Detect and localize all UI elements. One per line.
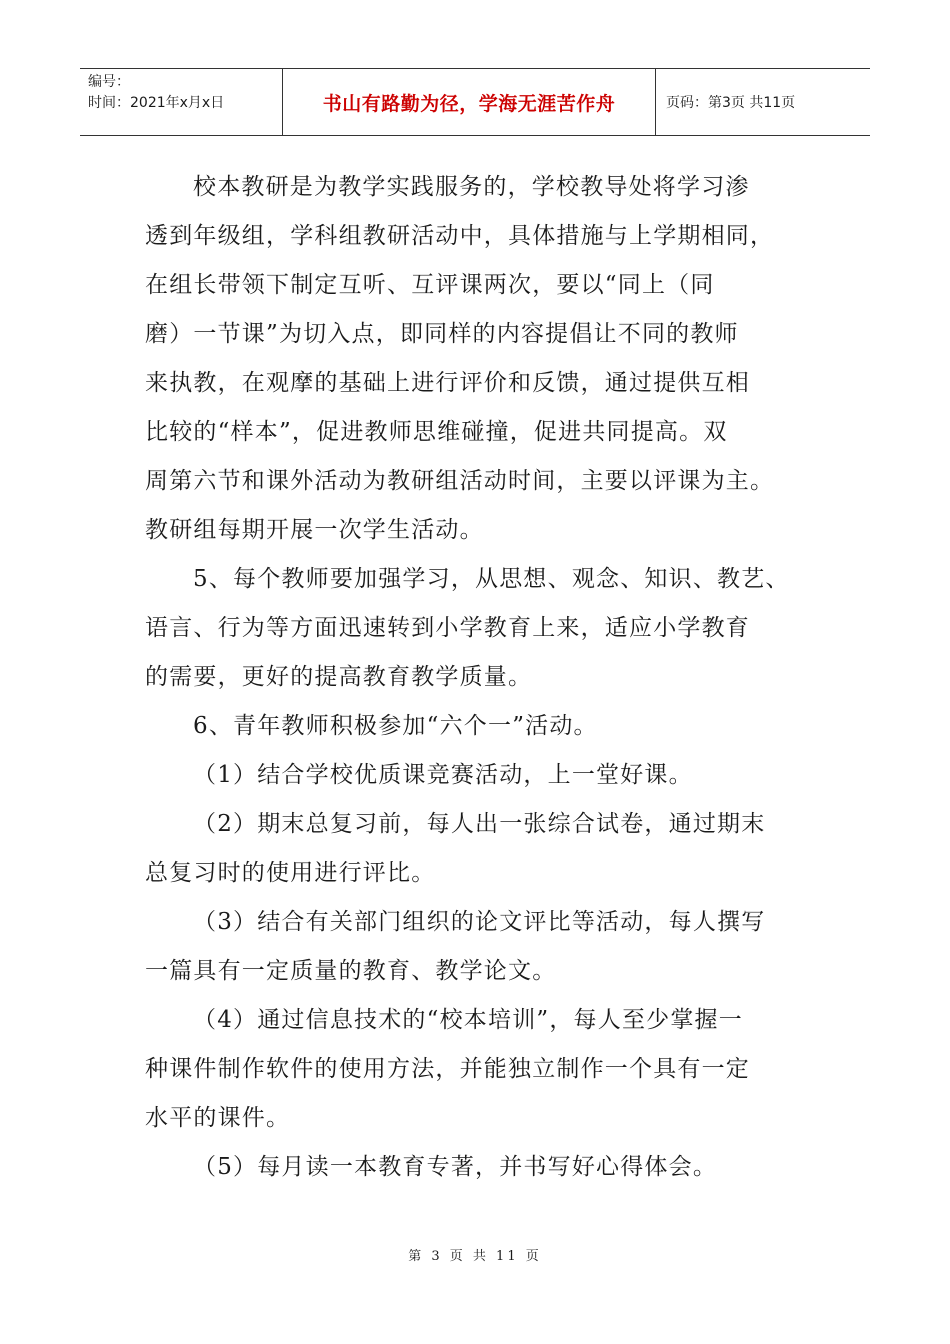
body-line: 来执教，在观摩的基础上进行评价和反馈，通过提供互相 [145, 370, 750, 396]
page-header [80, 68, 870, 136]
document-date-label: 时间：2021年x月x日 [88, 95, 225, 111]
header-meta [80, 69, 283, 135]
body-line: 比较的“样本”，促进教师思维碰撞，促进共同提高。双 [145, 419, 728, 445]
body-line: （1）结合学校优质课竞赛活动，上一堂好课。 [193, 762, 693, 788]
page-footer: 第 3 页 共 11 页 [408, 1249, 542, 1264]
body-line: （3）结合有关部门组织的论文评比等活动，每人撰写 [193, 909, 766, 935]
body-line: 6、青年教师积极参加“六个一”活动。 [193, 713, 598, 739]
body-line: 一篇具有一定质量的教育、教学论文。 [145, 958, 557, 984]
body-line: （2）期末总复习前，每人出一张综合试卷，通过期末 [193, 811, 766, 837]
body-line: 的需要，更好的提高教育教学质量。 [145, 664, 533, 690]
document-number-label: 编号： [88, 74, 130, 90]
body-line: 教研组每期开展一次学生活动。 [145, 517, 484, 543]
body-line: 总复习时的使用进行评比。 [145, 860, 436, 886]
document-body [145, 163, 815, 1192]
body-line: （4）通过信息技术的“校本培训”，每人至少掌握一 [193, 1007, 743, 1033]
body-line: 透到年级组，学科组教研活动中，具体措施与上学期相同， [145, 223, 775, 249]
header-page-info: 页码：第3页 共11页 [666, 95, 796, 111]
body-line: 5、每个教师要加强学习，从思想、观念、知识、教艺、 [193, 566, 790, 592]
header-motto: 书山有路勤为径，学海无涯苦作舟 [283, 69, 656, 135]
body-line: 磨）一节课”为切入点，即同样的内容提倡让不同的教师 [145, 321, 739, 347]
body-line: 校本教研是为教学实践服务的，学校教导处将学习渗 [193, 174, 750, 200]
body-line: 水平的课件。 [145, 1105, 291, 1131]
body-line: 种课件制作软件的使用方法，并能独立制作一个具有一定 [145, 1056, 750, 1082]
body-line: 在组长带领下制定互听、互评课两次，要以“同上（同 [145, 272, 715, 298]
body-line: 周第六节和课外活动为教研组活动时间，主要以评课为主。 [145, 468, 775, 494]
body-line: 语言、行为等方面迅速转到小学教育上来，适应小学教育 [145, 615, 750, 641]
body-line: （5）每月读一本教育专著，并书写好心得体会。 [193, 1154, 718, 1180]
